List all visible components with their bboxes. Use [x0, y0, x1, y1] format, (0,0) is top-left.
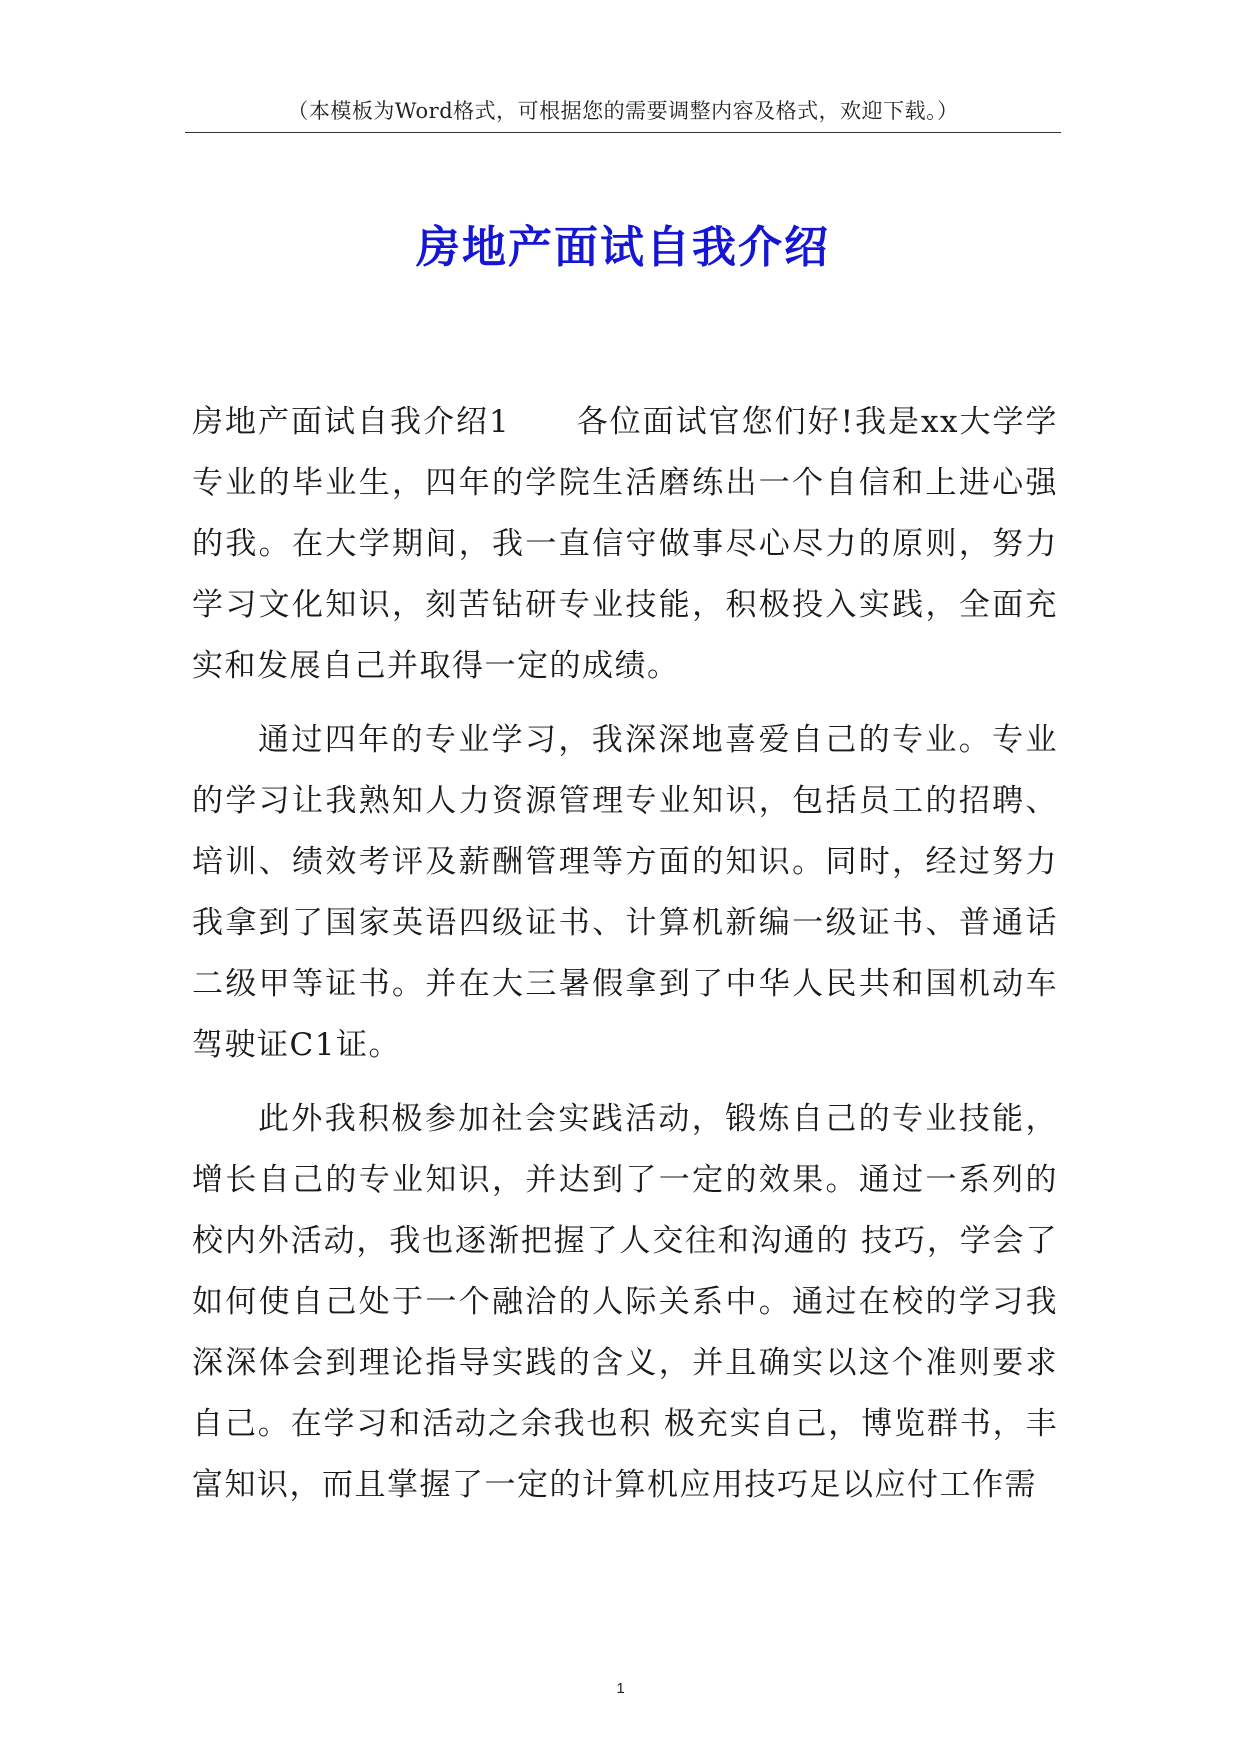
paragraph-2: 通过四年的专业学习，我深深地喜爱自己的专业。专业的学习让我熟知人力资源管理专业知识，包括员工的招聘、培训、绩效考评及薪酬管理等方面的知识。同时，经过努力我拿到了国家英语四级证书、计算机新编一级证书、普通话二级甲等证书。并在大三暑假拿到了中华人民共和国机动车驾驶证C1证。 — [192, 722, 1058, 1063]
page-number: 1 — [616, 1680, 625, 1697]
document-title: 房地产面试自我介绍 — [416, 222, 830, 273]
document-body — [192, 392, 1058, 1529]
paragraph-1: 房地产面试自我介绍1 各位面试官您们好!我是xx大学学专业的毕业生，四年的学院生活磨练出一个自信和上进心强的我。在大学期间，我一直信守做事尽心尽力的原则，努力学习文化知识，刻苦钻研专业技能，积极投入实践，全面充实和发展自己并取得一定的成绩。 — [192, 404, 1058, 684]
paragraph-3: 此外我积极参加社会实践活动，锻炼自己的专业技能，增长自己的专业知识，并达到了一定的效果。通过一系列的校内外活动，我也逐渐把握了人交往和沟通的 技巧，学会了如何使自己处于一个融洽的人际关系中。通过在校的学习我深深体会到理论指导实践的含义，并且确实以这个准则要求自己。在学习和活动之余我也积 极充实自己，博览群书，丰富知识，而且掌握了一定的计算机应用技巧足以应付工作需 — [192, 1101, 1058, 1503]
header-note: （本模板为Word格式，可根据您的需要调整内容及格式，欢迎下载。） — [287, 99, 959, 123]
header-divider — [185, 132, 1061, 133]
